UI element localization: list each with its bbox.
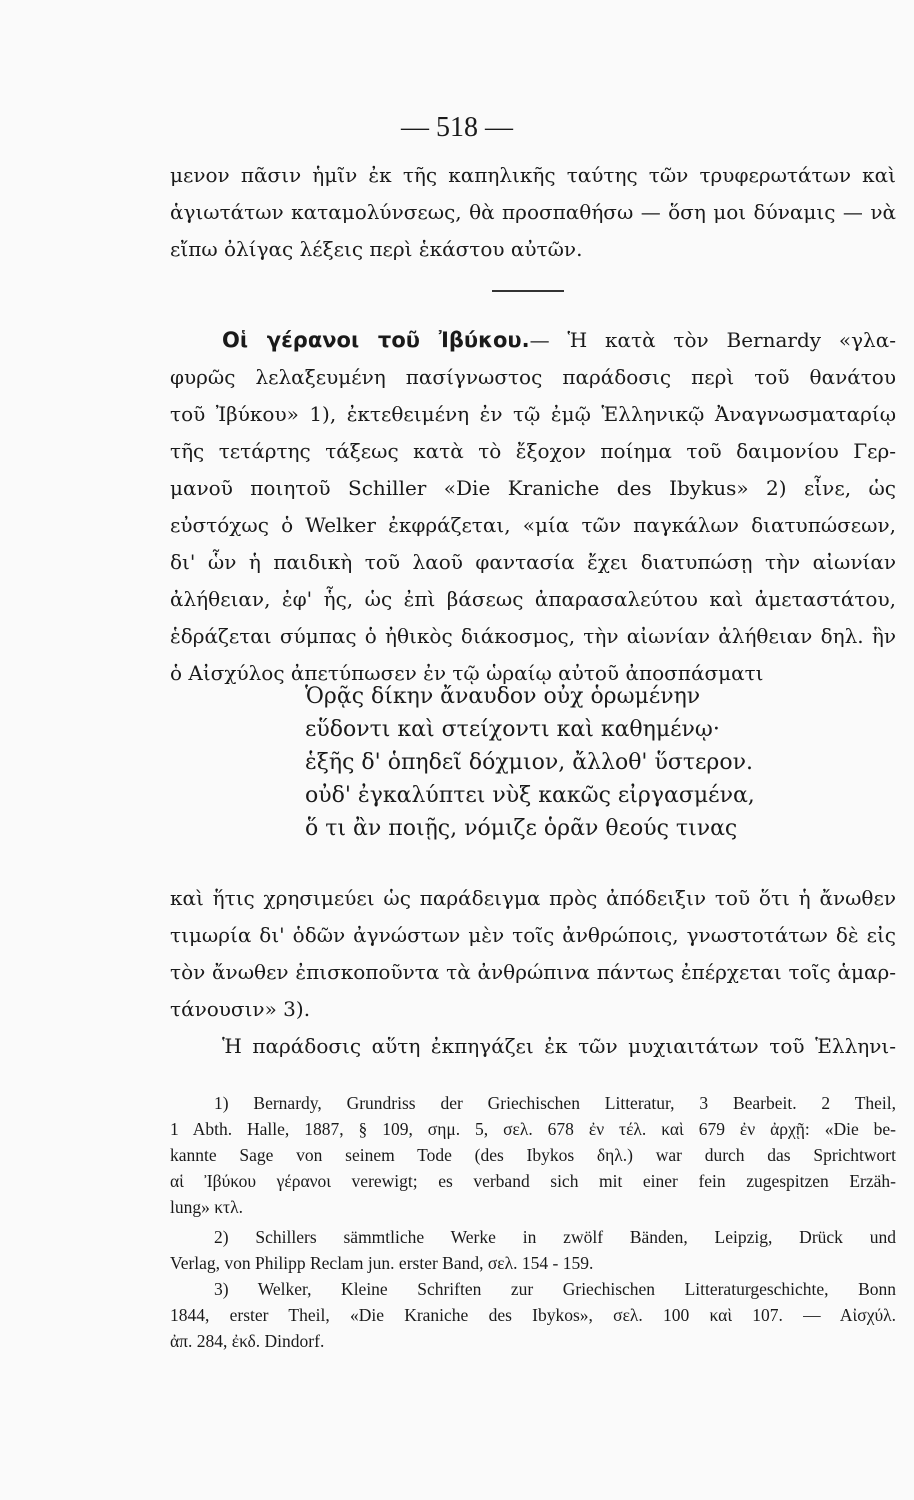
footnote-line: 1 Abth. Halle, 1887, § 109, σημ. 5, σελ. 678 ἐν τέλ. καὶ 679 ἐν ἀρχῇ: «Die be- <box>170 1119 896 1139</box>
text-line: τὸν ἄνωθεν ἐπισκοποῦντα τὰ ἀνθρώπινα πάντως ἐπέρχεται τοῖς ἁμαρ- <box>170 960 896 984</box>
text-line: τάνουσιν» 3). <box>170 997 311 1021</box>
text-line: ἀλήθειαν, ἐφ' ἧς, ὡς ἐπὶ βάσεως ἀπαρασαλεύτου καὶ ἀμεταστάτου, <box>170 587 896 611</box>
text-line: ἁγιωτάτων καταμολύνσεως, θὰ προσπαθήσω — ὅση μοι δύναμις — νὰ <box>170 200 896 224</box>
footnote-line: 1844, erster Theil, «Die Kraniche des Ibykos», σελ. 100 καὶ 107. — Αἰσχύλ. <box>170 1305 896 1325</box>
verse-line: εὕδοντι καὶ στείχοντι καὶ καθημένῳ· <box>305 717 720 742</box>
footnote-line: αἱ Ἰβύκου γέρανοι verewigt; es verband sich mit einer fein zugespitzen Erzäh- <box>170 1171 896 1191</box>
heading-continuation: — Ἡ κατὰ τὸν Bernardy «γλα- <box>529 328 896 352</box>
text-line: μανοῦ ποιητοῦ Schiller «Die Kraniche des Ibykus» 2) εἶνε, ὡς <box>170 476 896 500</box>
text-line: ὁ Αἰσχύλος ἀπετύπωσεν ἐν τῷ ὡραίῳ αὐτοῦ ἀποσπάσματι <box>170 661 764 685</box>
footnote-line: lung» κτλ. <box>170 1197 243 1217</box>
footnote-line: Verlag, von Philipp Reclam jun. erster Band, σελ. 154 - 159. <box>170 1253 594 1273</box>
footnote-line: ἀπ. 284, ἐκδ. Dindorf. <box>170 1331 325 1351</box>
section-divider <box>492 290 564 292</box>
verse-line: οὐδ' ἐγκαλύπτει νὺξ κακῶς εἰργασμένα, <box>305 783 755 808</box>
text-line: ἑδράζεται σύμπας ὁ ἠθικὸς διάκοσμος, τὴν αἰωνίαν ἀλήθειαν δηλ. ἣν <box>170 624 896 648</box>
text-line: εὐστόχως ὁ Welker ἐκφράζεται, «μία τῶν παγκάλων διατυπώσεων, <box>170 513 896 537</box>
verse-line: ἑξῆς δ' ὁπηδεῖ δόχμιον, ἄλλοθ' ὕστερον. <box>305 750 753 775</box>
section-heading: Οἱ γέρανοι τοῦ Ἰβύκου. <box>222 328 530 352</box>
text-line: φυρῶς λελαξευμένη πασίγνωστος παράδοσις περὶ τοῦ θανάτου <box>170 365 896 389</box>
footnote-line: 2) Schillers sämmtliche Werke in zwölf Bänden, Leipzig, Drück und <box>214 1227 896 1247</box>
footnote-line: 3) Welker, Kleine Schriften zur Griechischen Litteraturgeschichte, Bonn <box>214 1279 896 1299</box>
footnote-line: 1) Bernardy, Grundriss der Griechischen Litteratur, 3 Bearbeit. 2 Theil, <box>214 1093 896 1113</box>
text-line <box>170 322 896 359</box>
page-number: — 518 — <box>401 112 513 143</box>
text-line: τοῦ Ἰβύκου» 1), ἐκτεθειμένη ἐν τῷ ἐμῷ Ἑλληνικῷ Ἀναγνωσματαρίῳ <box>170 402 896 426</box>
paragraph-conclusion <box>170 880 896 1065</box>
text-line: τῆς τετάρτης τάξεως κατὰ τὸ ἔξοχον ποίημα τοῦ δαιμονίου Γερ- <box>170 439 896 463</box>
paragraph-intro <box>170 157 896 268</box>
footnote-line: kannte Sage von seinem Tode (des Ibykos δηλ.) war durch das Sprichtwort <box>170 1145 896 1165</box>
text-line: μενον πᾶσιν ἡμῖν ἐκ τῆς καπηλικῆς ταύτης τῶν τρυφερωτάτων καὶ <box>170 163 896 187</box>
text-line: καὶ ἥτις χρησιμεύει ὡς παράδειγμα πρὸς ἀπόδειξιν τοῦ ὅτι ἡ ἄνωθεν <box>170 886 896 910</box>
verse-line: Ὁρᾷς δίκην ἄναυδον οὐχ ὁρωμένην <box>305 684 701 709</box>
footnotes <box>170 1090 896 1354</box>
paragraph-ibykos <box>170 322 896 692</box>
text-line: Ἡ παράδοσις αὕτη ἐκπηγάζει ἐκ τῶν μυχιαιτάτων τοῦ Ἑλληνι- <box>222 1034 896 1058</box>
text-line: εἴπω ὀλίγας λέξεις περὶ ἑκάστου αὐτῶν. <box>170 237 583 261</box>
verse-quotation <box>305 680 755 845</box>
verse-line: ὅ τι ἂν ποιῇς, νόμιζε ὁρᾶν θεούς τινας <box>305 816 738 841</box>
text-line: τιμωρία δι' ὁδῶν ἀγνώστων μὲν τοῖς ἀνθρώποις, γνωστοτάτων δὲ εἰς <box>170 923 896 947</box>
text-line: δι' ὧν ἡ παιδικὴ τοῦ λαοῦ φαντασία ἔχει διατυπώσῃ τὴν αἰωνίαν <box>170 550 896 574</box>
